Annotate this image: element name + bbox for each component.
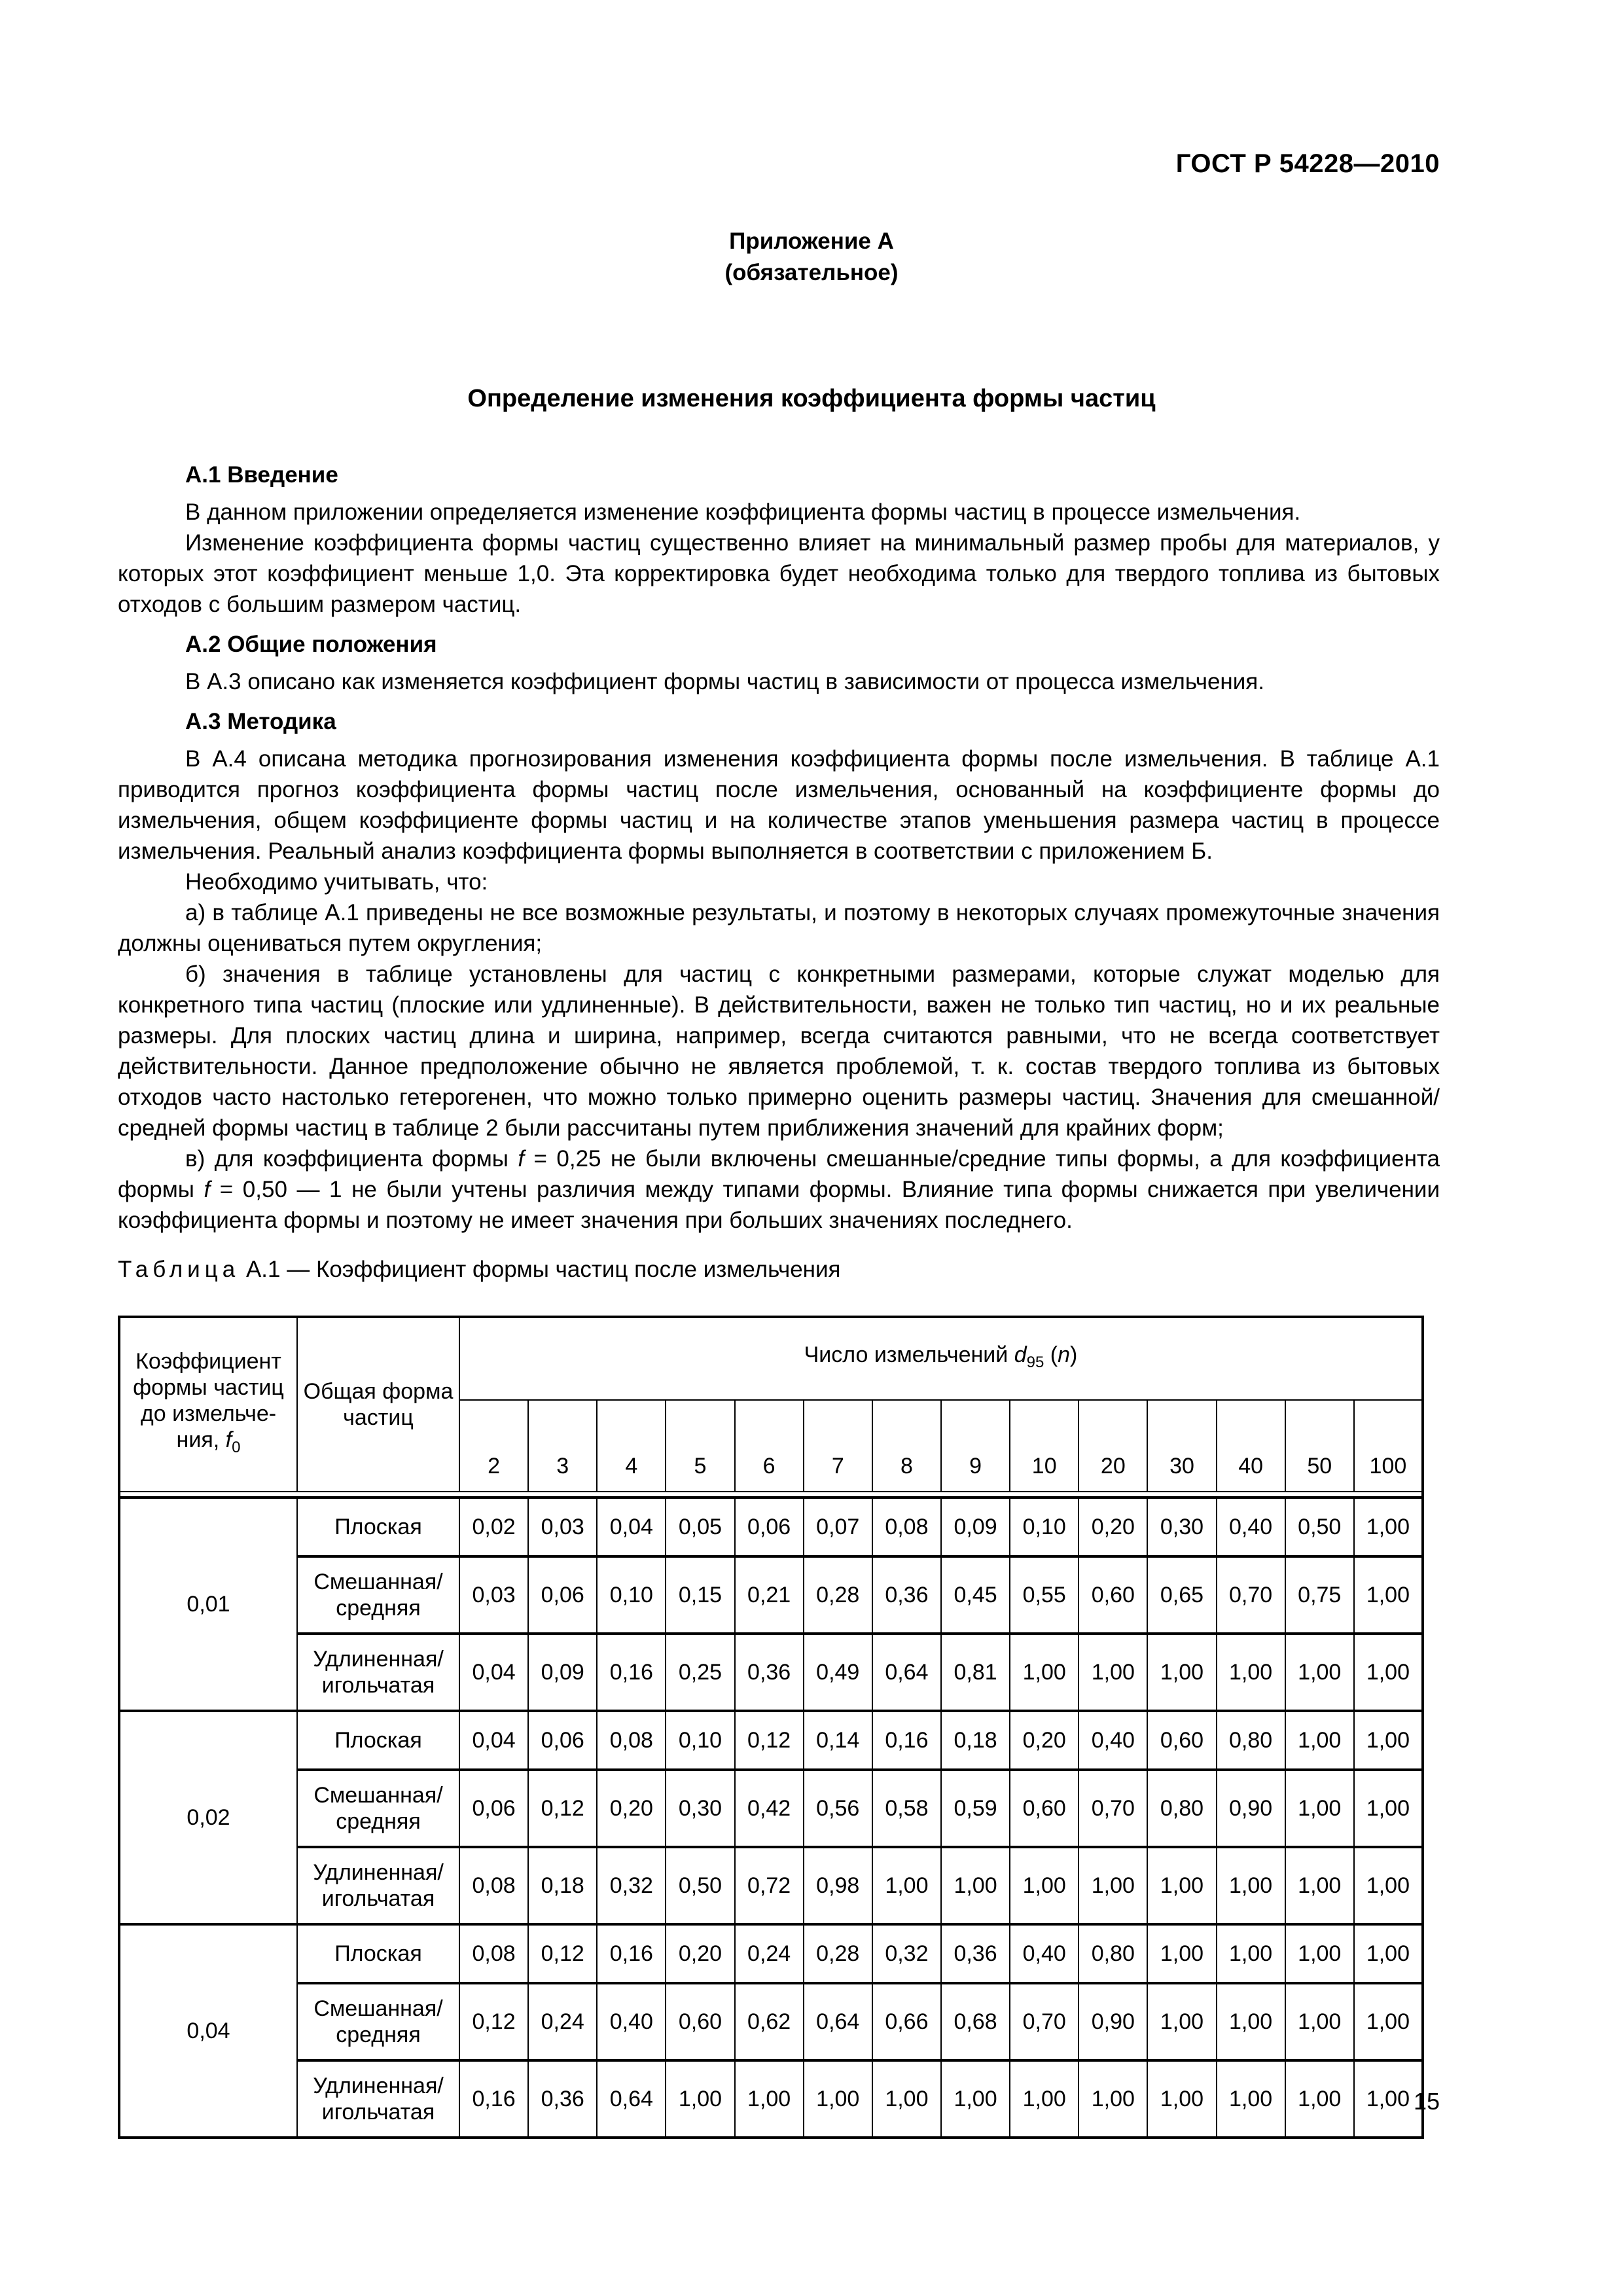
value-cell: 0,80 bbox=[1147, 1770, 1216, 1847]
value-cell: 0,24 bbox=[528, 1983, 597, 2060]
value-cell: 0,81 bbox=[941, 1634, 1010, 1711]
header-n-value: 8 bbox=[872, 1400, 941, 1492]
section-heading: А.3 Методика bbox=[185, 709, 336, 734]
value-cell: 0,90 bbox=[1079, 1983, 1147, 2060]
body-text bbox=[118, 459, 1440, 1236]
value-cell: 0,70 bbox=[1079, 1770, 1147, 1847]
value-cell: 0,15 bbox=[666, 1556, 734, 1634]
value-cell: 1,00 bbox=[1285, 1711, 1354, 1770]
value-cell: 0,36 bbox=[941, 1924, 1010, 1983]
header-n-value: 100 bbox=[1354, 1400, 1423, 1492]
value-cell: 0,49 bbox=[804, 1634, 872, 1711]
value-cell: 0,08 bbox=[872, 1498, 941, 1556]
paragraph: Необходимо учитывать, что: bbox=[185, 869, 488, 895]
header-n-value: 10 bbox=[1010, 1400, 1079, 1492]
annex-heading bbox=[0, 226, 1623, 289]
shape-cell: Удлиненная/ игольчатая bbox=[297, 1634, 459, 1711]
value-cell: 0,12 bbox=[735, 1711, 804, 1770]
value-cell: 0,20 bbox=[666, 1924, 734, 1983]
value-cell: 0,20 bbox=[1010, 1711, 1079, 1770]
value-cell: 1,00 bbox=[666, 2060, 734, 2138]
value-cell: 0,03 bbox=[459, 1556, 528, 1634]
value-cell: 1,00 bbox=[1217, 2060, 1285, 2138]
table-row bbox=[119, 1983, 1423, 2060]
value-cell: 0,70 bbox=[1010, 1983, 1079, 2060]
value-cell: 1,00 bbox=[1147, 1847, 1216, 1924]
value-cell: 0,16 bbox=[459, 2060, 528, 2138]
value-cell: 0,03 bbox=[528, 1498, 597, 1556]
value-cell: 1,00 bbox=[1354, 1983, 1423, 2060]
value-cell: 0,40 bbox=[1079, 1711, 1147, 1770]
value-cell: 0,14 bbox=[804, 1711, 872, 1770]
header-n-value: 6 bbox=[735, 1400, 804, 1492]
value-cell: 0,68 bbox=[941, 1983, 1010, 2060]
value-cell: 0,70 bbox=[1217, 1556, 1285, 1634]
value-cell: 1,00 bbox=[1079, 1634, 1147, 1711]
value-cell: 0,45 bbox=[941, 1556, 1010, 1634]
value-cell: 1,00 bbox=[1285, 1847, 1354, 1924]
section-a2 bbox=[118, 629, 1440, 697]
header-n-value: 5 bbox=[666, 1400, 734, 1492]
header-general-shape: Общая форма частиц bbox=[297, 1317, 459, 1492]
value-cell: 0,04 bbox=[459, 1634, 528, 1711]
value-cell: 0,60 bbox=[1147, 1711, 1216, 1770]
value-cell: 0,75 bbox=[1285, 1556, 1354, 1634]
value-cell: 0,28 bbox=[804, 1556, 872, 1634]
header-n-value: 40 bbox=[1217, 1400, 1285, 1492]
value-cell: 0,36 bbox=[528, 2060, 597, 2138]
value-cell: 1,00 bbox=[1079, 2060, 1147, 2138]
value-cell: 0,30 bbox=[1147, 1498, 1216, 1556]
value-cell: 1,00 bbox=[1354, 1924, 1423, 1983]
header-n-value: 20 bbox=[1079, 1400, 1147, 1492]
header-n-value: 2 bbox=[459, 1400, 528, 1492]
value-cell: 0,08 bbox=[459, 1924, 528, 1983]
table-row bbox=[119, 1634, 1423, 1711]
value-cell: 1,00 bbox=[1354, 1847, 1423, 1924]
shape-cell: Плоская bbox=[297, 1498, 459, 1556]
value-cell: 1,00 bbox=[941, 2060, 1010, 2138]
value-cell: 1,00 bbox=[1354, 1556, 1423, 1634]
value-cell: 0,30 bbox=[666, 1770, 734, 1847]
value-cell: 1,00 bbox=[941, 1847, 1010, 1924]
value-cell: 1,00 bbox=[1010, 1847, 1079, 1924]
value-cell: 0,09 bbox=[528, 1634, 597, 1711]
value-cell: 0,12 bbox=[459, 1983, 528, 2060]
value-cell: 0,20 bbox=[1079, 1498, 1147, 1556]
main-title: Определение изменения коэффициента формы частиц bbox=[467, 385, 1156, 412]
value-cell: 0,02 bbox=[459, 1498, 528, 1556]
list-item-v: в) для коэффициента формы f = 0,25 не были включены смешанные/средние типы формы, а для коэффициента формы f = 0,50 — 1 не были учтены различия между типами формы. Влияние типа формы снижается при увеличении коэффициента формы и поэтому не имеет значения при больших значениях последнего. bbox=[118, 1146, 1440, 1233]
value-cell: 0,64 bbox=[872, 1634, 941, 1711]
value-cell: 1,00 bbox=[804, 2060, 872, 2138]
value-cell: 0,18 bbox=[528, 1847, 597, 1924]
value-cell: 1,00 bbox=[1285, 1924, 1354, 1983]
value-cell: 0,10 bbox=[1010, 1498, 1079, 1556]
value-cell: 0,80 bbox=[1079, 1924, 1147, 1983]
value-cell: 0,36 bbox=[735, 1634, 804, 1711]
variable-f: f bbox=[518, 1146, 525, 1172]
paragraph: Изменение коэффициента формы частиц существенно влияет на минимальный размер пробы для материалов, у которых этот коэффициент меньше 1,0. Эта корректировка будет необходима только для твердого топлива из бытовых отходов с большим размером частиц. bbox=[118, 530, 1440, 617]
value-cell: 0,72 bbox=[735, 1847, 804, 1924]
value-cell: 0,90 bbox=[1217, 1770, 1285, 1847]
table-caption-label: Таблица bbox=[118, 1257, 240, 1282]
table-caption-text: А.1 — Коэффициент формы частиц после измельчения bbox=[240, 1257, 841, 1282]
value-cell: 1,00 bbox=[1147, 1924, 1216, 1983]
shape-cell: Смешанная/ средняя bbox=[297, 1556, 459, 1634]
shape-cell: Плоская bbox=[297, 1711, 459, 1770]
section-heading: А.2 Общие положения bbox=[185, 632, 437, 657]
annex-title: Приложение А bbox=[729, 228, 894, 254]
value-cell: 1,00 bbox=[1354, 1770, 1423, 1847]
section-a1 bbox=[118, 459, 1440, 620]
value-cell: 1,00 bbox=[1079, 1847, 1147, 1924]
value-cell: 0,42 bbox=[735, 1770, 804, 1847]
value-cell: 0,80 bbox=[1217, 1711, 1285, 1770]
value-cell: 0,40 bbox=[597, 1983, 666, 2060]
value-cell: 0,60 bbox=[666, 1983, 734, 2060]
value-cell: 1,00 bbox=[1217, 1847, 1285, 1924]
header-n-value: 30 bbox=[1147, 1400, 1216, 1492]
header-n-value: 50 bbox=[1285, 1400, 1354, 1492]
value-cell: 0,20 bbox=[597, 1770, 666, 1847]
table-row bbox=[119, 2060, 1423, 2138]
value-cell: 0,12 bbox=[528, 1770, 597, 1847]
value-cell: 0,16 bbox=[597, 1634, 666, 1711]
list-item-a: а) в таблице А.1 приведены не все возможные результаты, и поэтому в некоторых случаях промежуточные значения должны оцениваться путем округления; bbox=[118, 900, 1440, 956]
value-cell: 1,00 bbox=[872, 1847, 941, 1924]
value-cell: 0,65 bbox=[1147, 1556, 1216, 1634]
table-caption bbox=[118, 1257, 841, 1283]
paragraph: В А.4 описана методика прогнозирования изменения коэффициента формы после измельчения. В таблице А.1 приводится прогноз коэффициента формы частиц после измельчения, основанный на коэффициенте формы до измельчения, общем коэффициенте формы частиц и на количестве этапов уменьшения размера частиц в процессе измельчения. Реальный анализ коэффициента формы выполняется в соответствии с приложением Б. bbox=[118, 746, 1440, 864]
value-cell: 0,25 bbox=[666, 1634, 734, 1711]
value-cell: 0,56 bbox=[804, 1770, 872, 1847]
value-cell: 0,06 bbox=[528, 1711, 597, 1770]
value-cell: 0,50 bbox=[666, 1847, 734, 1924]
value-cell: 0,66 bbox=[872, 1983, 941, 2060]
value-cell: 0,21 bbox=[735, 1556, 804, 1634]
value-cell: 0,08 bbox=[459, 1847, 528, 1924]
header-n-value: 7 bbox=[804, 1400, 872, 1492]
section-a3 bbox=[118, 706, 1440, 1236]
header-n-value: 3 bbox=[528, 1400, 597, 1492]
value-cell: 0,04 bbox=[597, 1498, 666, 1556]
variable-f: f bbox=[204, 1177, 211, 1202]
section-heading: А.1 Введение bbox=[185, 462, 338, 488]
value-cell: 0,10 bbox=[597, 1556, 666, 1634]
value-cell: 1,00 bbox=[1010, 2060, 1079, 2138]
value-cell: 0,50 bbox=[1285, 1498, 1354, 1556]
paragraph: В данном приложении определяется изменение коэффициента формы частиц в процессе измельчения. bbox=[185, 499, 1301, 525]
value-cell: 0,58 bbox=[872, 1770, 941, 1847]
value-cell: 0,05 bbox=[666, 1498, 734, 1556]
table-row bbox=[119, 1847, 1423, 1924]
value-cell: 0,40 bbox=[1010, 1924, 1079, 1983]
value-cell: 0,32 bbox=[597, 1847, 666, 1924]
table-row bbox=[119, 1498, 1423, 1556]
shape-cell: Смешанная/ средняя bbox=[297, 1983, 459, 2060]
initial-shape-factor-cell: 0,01 bbox=[119, 1498, 297, 1711]
paragraph: В А.3 описано как изменяется коэффициент формы частиц в зависимости от процесса измельчения. bbox=[185, 669, 1264, 694]
value-cell: 1,00 bbox=[1354, 1711, 1423, 1770]
value-cell: 1,00 bbox=[735, 2060, 804, 2138]
value-cell: 0,36 bbox=[872, 1556, 941, 1634]
value-cell: 0,09 bbox=[941, 1498, 1010, 1556]
value-cell: 1,00 bbox=[1285, 1634, 1354, 1711]
value-cell: 0,12 bbox=[528, 1924, 597, 1983]
value-cell: 0,18 bbox=[941, 1711, 1010, 1770]
value-cell: 1,00 bbox=[1147, 2060, 1216, 2138]
shape-cell: Удлиненная/ игольчатая bbox=[297, 1847, 459, 1924]
table-row bbox=[119, 1711, 1423, 1770]
value-cell: 1,00 bbox=[1147, 1634, 1216, 1711]
value-cell: 0,06 bbox=[528, 1556, 597, 1634]
shape-cell: Смешанная/ средняя bbox=[297, 1770, 459, 1847]
annex-status: (обязательное) bbox=[724, 260, 899, 285]
header-initial-shape-factor: Коэффициент формы частиц до измельче-ния, $f_0$ bbox=[119, 1317, 297, 1492]
value-cell: 0,28 bbox=[804, 1924, 872, 1983]
value-cell: 0,16 bbox=[597, 1924, 666, 1983]
value-cell: 1,00 bbox=[1354, 1634, 1423, 1711]
value-cell: 0,07 bbox=[804, 1498, 872, 1556]
initial-shape-factor-cell: 0,04 bbox=[119, 1924, 297, 2138]
value-cell: 0,06 bbox=[735, 1498, 804, 1556]
value-cell: 0,64 bbox=[597, 2060, 666, 2138]
value-cell: 1,00 bbox=[1354, 1498, 1423, 1556]
value-cell: 0,24 bbox=[735, 1924, 804, 1983]
value-cell: 0,06 bbox=[459, 1770, 528, 1847]
shape-cell: Удлиненная/ игольчатая bbox=[297, 2060, 459, 2138]
value-cell: 1,00 bbox=[1217, 1634, 1285, 1711]
value-cell: 0,59 bbox=[941, 1770, 1010, 1847]
value-cell: 0,60 bbox=[1010, 1770, 1079, 1847]
value-cell: 0,60 bbox=[1079, 1556, 1147, 1634]
value-cell: 0,98 bbox=[804, 1847, 872, 1924]
table-row bbox=[119, 1924, 1423, 1983]
shape-cell: Плоская bbox=[297, 1924, 459, 1983]
value-cell: 1,00 bbox=[1217, 1924, 1285, 1983]
value-cell: 0,32 bbox=[872, 1924, 941, 1983]
header-n-value: 9 bbox=[941, 1400, 1010, 1492]
initial-shape-factor-cell: 0,02 bbox=[119, 1711, 297, 1924]
shape-factor-table bbox=[118, 1316, 1424, 2139]
value-cell: 0,04 bbox=[459, 1711, 528, 1770]
table-row bbox=[119, 1556, 1423, 1634]
document-code: ГОСТ Р 54228—2010 bbox=[1175, 149, 1440, 178]
value-cell: 0,08 bbox=[597, 1711, 666, 1770]
header-reduction-count: Число измельчений $d_{95}$ (n) bbox=[459, 1317, 1423, 1400]
value-cell: 1,00 bbox=[1217, 1983, 1285, 2060]
page-number: 15 bbox=[1413, 2088, 1440, 2115]
value-cell: 1,00 bbox=[1285, 2060, 1354, 2138]
table-row bbox=[119, 1770, 1423, 1847]
header-n-value: 4 bbox=[597, 1400, 666, 1492]
value-cell: 0,55 bbox=[1010, 1556, 1079, 1634]
value-cell: 0,64 bbox=[804, 1983, 872, 2060]
value-cell: 0,40 bbox=[1217, 1498, 1285, 1556]
value-cell: 0,10 bbox=[666, 1711, 734, 1770]
value-cell: 1,00 bbox=[872, 2060, 941, 2138]
list-item-b: б) значения в таблице установлены для частиц с конкретными размерами, которые служат моделью для конкретного типа частиц (плоские или удлиненные). В действительности, важен не только тип частиц, но и их реальные размеры. Для плоских частиц длина и ширина, например, всегда считаются равными, что не всегда соответствует действительности. Данное предположение обычно не является проблемой, т. к. состав твердого топлива из бытовых отходов часто настолько гетерогенен, что можно только примерно оценить размеры частиц. Значения для смешанной/средней формы частиц в таблице 2 были рассчитаны путем приближения значений для крайних форм; bbox=[118, 961, 1440, 1141]
value-cell: 0,62 bbox=[735, 1983, 804, 2060]
value-cell: 0,16 bbox=[872, 1711, 941, 1770]
value-cell: 1,00 bbox=[1354, 2060, 1423, 2138]
value-cell: 1,00 bbox=[1285, 1983, 1354, 2060]
value-cell: 1,00 bbox=[1147, 1983, 1216, 2060]
value-cell: 1,00 bbox=[1285, 1770, 1354, 1847]
value-cell: 1,00 bbox=[1010, 1634, 1079, 1711]
